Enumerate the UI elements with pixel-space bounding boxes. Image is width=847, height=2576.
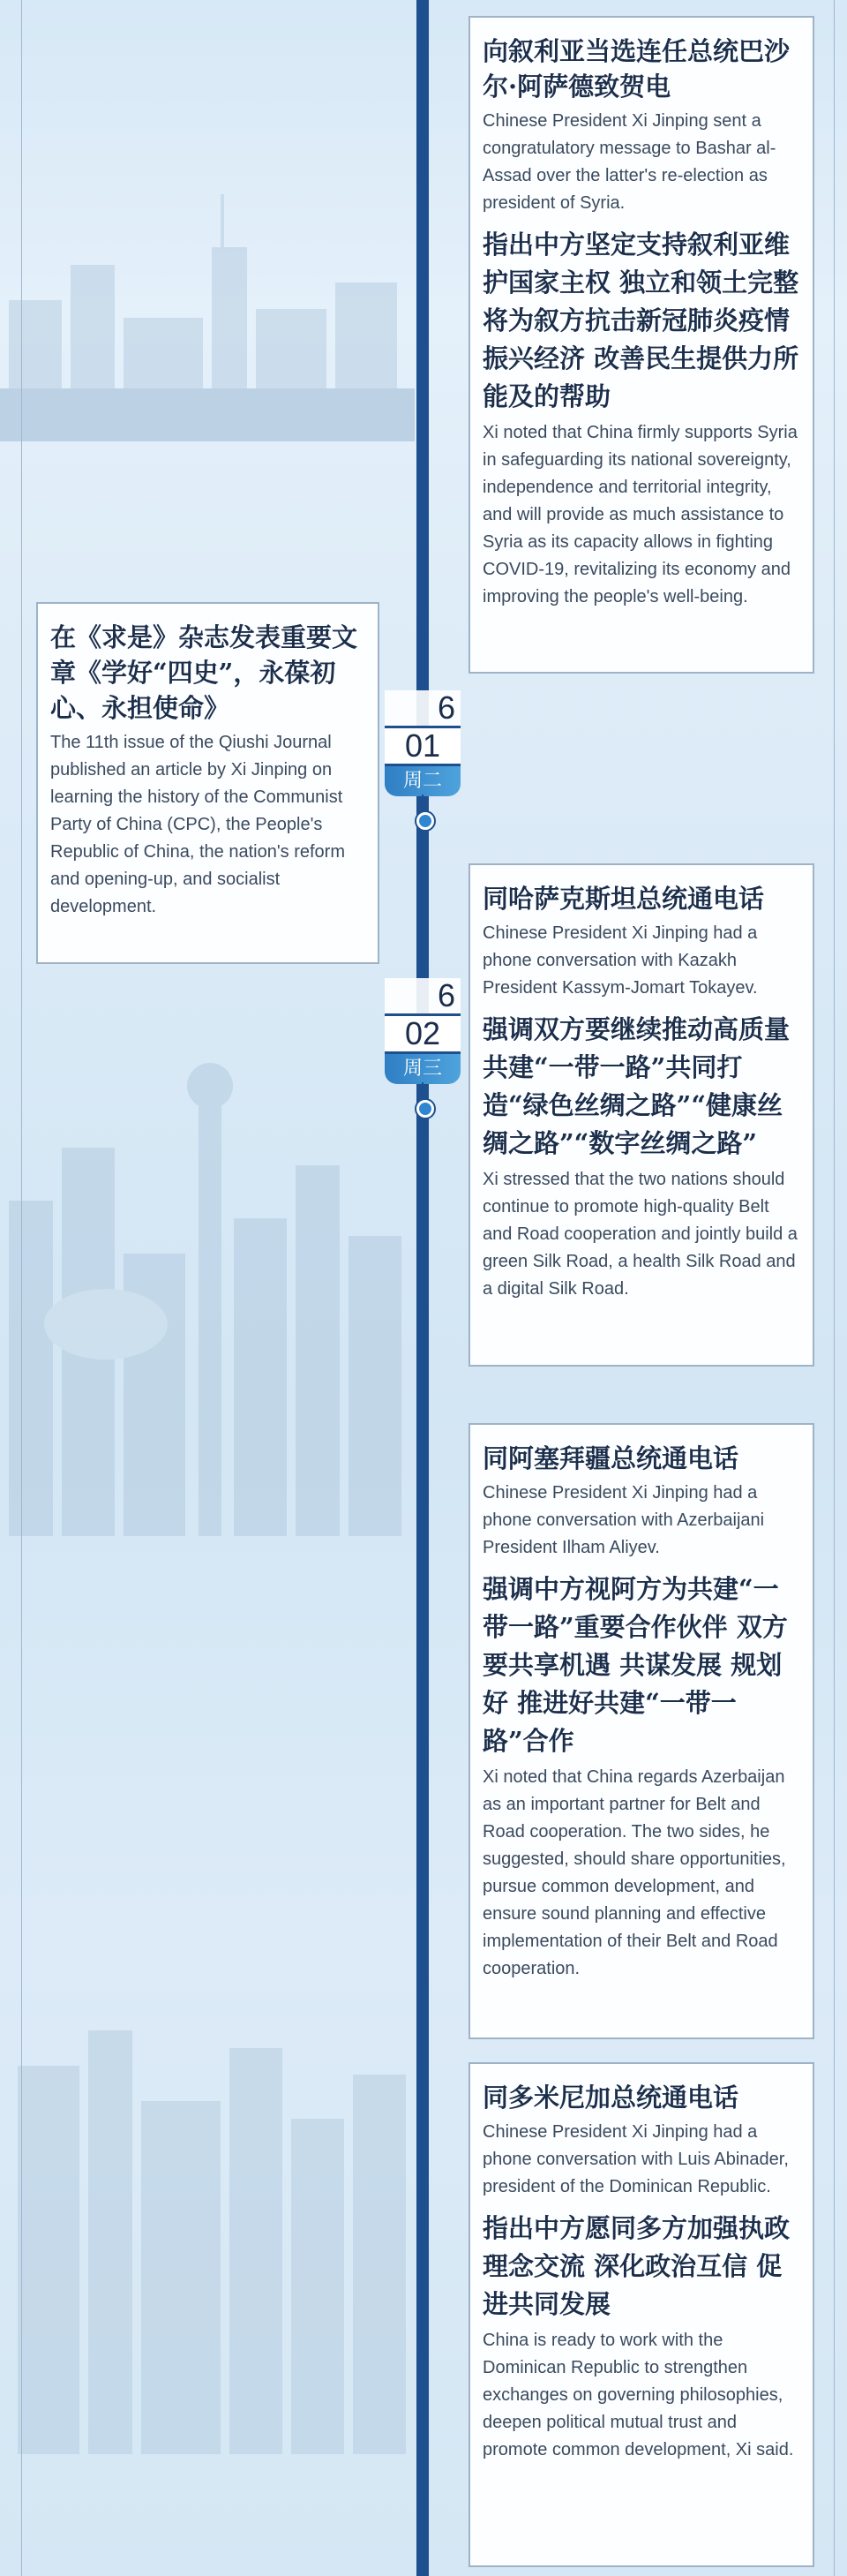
card-highlight: 指出中方坚定支持叙利亚维护国家主权 独立和领土完整 将为叙方抗击新冠肺炎疫情 振兴经济 改善民生提供力所能及的帮助 <box>483 230 799 411</box>
card-title: 在《求是》杂志发表重要文章《学好“四史”，永葆初心、永担使命》 <box>50 622 358 723</box>
timeline-dot <box>416 1100 434 1118</box>
card-title: 同阿塞拜疆总统通电话 <box>483 1443 739 1473</box>
date-month: 6 <box>385 690 461 726</box>
card-detail: Xi noted that China firmly supports Syria in safeguarding its national sovereignty, independence and territorial integrity, and will provide as much assistance to Syria as its capacity allows in fighting COVID-19, revitalizing its economy and improving the people's well-being. <box>483 423 798 606</box>
card-highlight: 强调双方要继续推动高质量共建“一带一路”共同打造“绿色丝绸之路”“健康丝绸之路”“数字丝绸之路” <box>483 1014 791 1158</box>
card-summary: The 11th issue of the Qiushi Journal published an article by Xi Jinping on learning the history of the Communist Party of China (CPC), the People's Republic of China, the nation's reform and opening-up, and socialist development. <box>50 733 345 916</box>
news-card-syria <box>468 16 814 674</box>
card-highlight: 指出中方愿同多方加强执政理念交流 深化政治互信 促进共同发展 <box>483 2213 791 2319</box>
news-card-qiushi <box>36 602 379 964</box>
date-weekday: 周三 <box>385 1054 461 1084</box>
date-day: 02 <box>385 1013 461 1054</box>
date-stem <box>422 795 424 814</box>
card-title: 同多米尼加总统通电话 <box>483 2083 739 2113</box>
news-card-dominican <box>468 2062 814 2567</box>
card-title: 同哈萨克斯坦总统通电话 <box>483 884 765 914</box>
date-badge-june-2 <box>385 978 461 1084</box>
date-weekday: 周二 <box>385 766 461 796</box>
city-skyline-illustration <box>0 1995 415 2454</box>
card-summary: Chinese President Xi Jinping had a phone conversation with Luis Abinader, president of the Dominican Republic. <box>483 2122 789 2196</box>
city-skyline-illustration <box>0 1042 415 1536</box>
card-detail: Xi stressed that the two nations should continue to promote high-quality Belt and Road cooperation and jointly build a green Silk Road, a health Silk Road and a digital Silk Road. <box>483 1170 798 1299</box>
news-card-azerbaijan <box>468 1423 814 2039</box>
date-stem <box>422 1082 424 1102</box>
date-day: 01 <box>385 726 461 766</box>
city-skyline-illustration <box>0 159 415 441</box>
news-card-kazakhstan <box>468 863 814 1367</box>
card-detail: Xi noted that China regards Azerbaijan as an important partner for Belt and Road cooperation. The two sides, he suggested, should share opportunities, pursue common development, and ensure sound planning and effective implementation of their Belt and Road cooperation. <box>483 1767 786 1978</box>
frame-line-right <box>834 0 835 2576</box>
card-summary: Chinese President Xi Jinping had a phone conversation with Kazakh President Kassym-Jomart Tokayev. <box>483 923 758 998</box>
card-highlight: 强调中方视阿方为共建“一带一路”重要合作伙伴 双方要共享机遇 共谋发展 规划好 推进好共建“一带一路”合作 <box>483 1574 788 1756</box>
timeline-dot <box>416 812 434 830</box>
date-month: 6 <box>385 978 461 1013</box>
card-summary: Chinese President Xi Jinping had a phone conversation with Azerbaijani President Ilham Aliyev. <box>483 1483 765 1557</box>
card-detail: China is ready to work with the Dominican Republic to strengthen exchanges on governing philosophies, deepen political mutual trust and promote common development, Xi said. <box>483 2331 794 2459</box>
card-title: 向叙利亚当选连任总统巴沙尔·阿萨德致贺电 <box>483 36 791 102</box>
card-summary: Chinese President Xi Jinping sent a congratulatory message to Bashar al-Assad over the latter's re-election as president of Syria. <box>483 111 776 213</box>
frame-line-left <box>21 0 22 2576</box>
date-badge-june-1 <box>385 690 461 796</box>
timeline-bar <box>416 0 429 2576</box>
